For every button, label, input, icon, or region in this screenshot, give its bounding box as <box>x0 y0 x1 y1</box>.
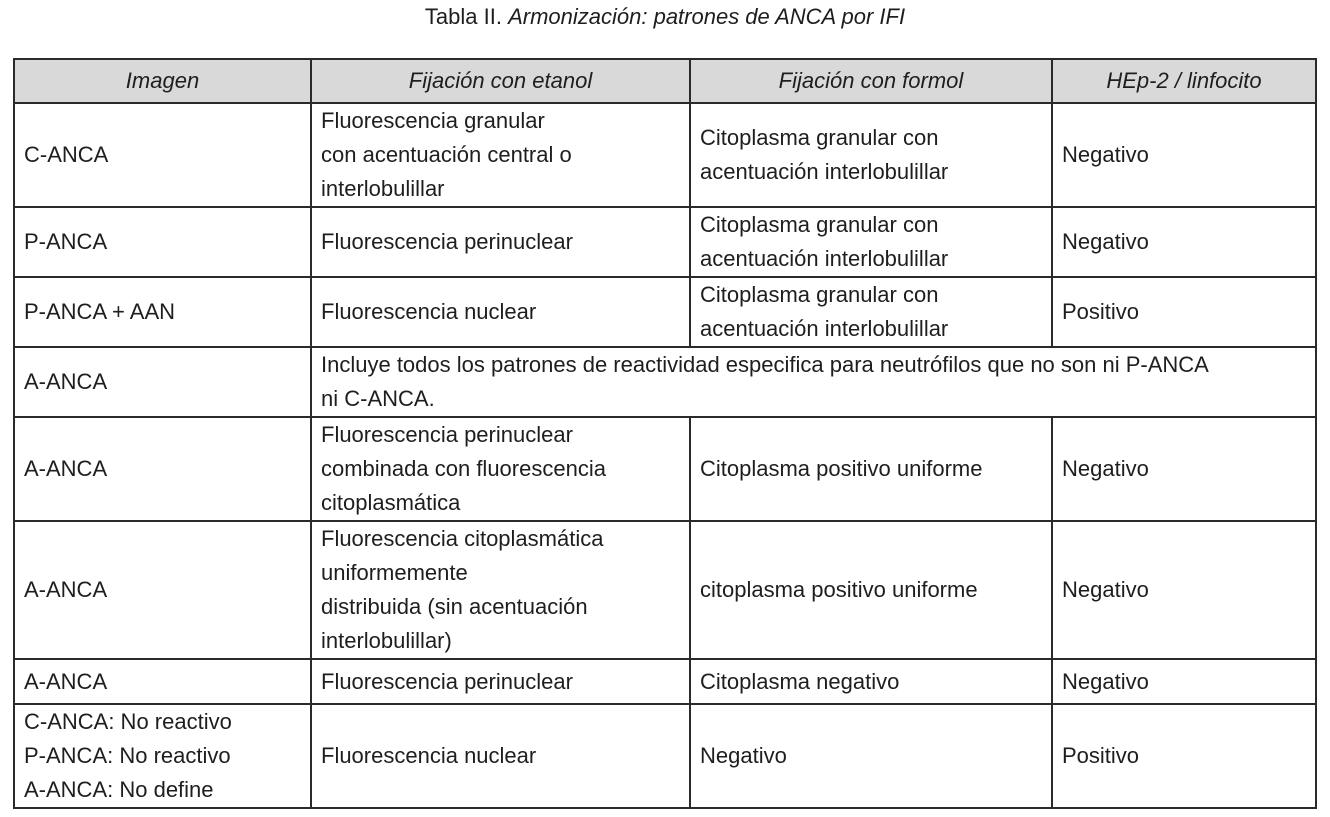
cell-formol <box>690 521 1052 659</box>
cell-etanol <box>311 277 690 347</box>
cell-formol <box>690 659 1052 704</box>
cell-line: P-ANCA + AAN <box>24 299 176 324</box>
cell-line: Fluorescencia granular <box>321 108 545 133</box>
cell-hep2: Negativo <box>1052 417 1316 521</box>
cell-line: uniformemente <box>321 560 468 585</box>
cell-line: Negativo <box>700 743 787 768</box>
cell-imagen <box>14 659 311 704</box>
cell-line: Citoplasma granular con <box>700 125 939 150</box>
cell-imagen <box>14 347 311 417</box>
table-row <box>14 103 1316 207</box>
cell-line: C-ANCA: No reactivo <box>24 709 232 734</box>
cell-line: con acentuación central o <box>321 142 572 167</box>
cell-line: P-ANCA <box>24 229 108 254</box>
table-row <box>14 521 1316 659</box>
cell-line: P-ANCA: No reactivo <box>24 743 231 768</box>
cell-line: Citoplasma granular con <box>700 212 939 237</box>
cell-etanol <box>311 521 690 659</box>
cell-hep2: Negativo <box>1052 521 1316 659</box>
cell-line: A-ANCA <box>24 668 108 694</box>
table-header-row <box>14 59 1316 103</box>
cell-imagen <box>14 103 311 207</box>
cell-imagen <box>14 417 311 521</box>
cell-line: C-ANCA <box>24 142 109 167</box>
cell-line: combinada con fluorescencia <box>321 456 606 481</box>
cell-line: Fluorescencia perinuclear <box>321 422 573 447</box>
cell-line: interlobulillar) <box>321 628 452 653</box>
table-row <box>14 659 1316 704</box>
cell-hep2: Positivo <box>1052 277 1316 347</box>
cell-line: distribuida (sin acentuación <box>321 594 588 619</box>
cell-formol <box>690 103 1052 207</box>
table-row <box>14 704 1316 808</box>
cell-formol <box>690 704 1052 808</box>
cell-line: citoplasmática <box>321 490 461 515</box>
cell-etanol <box>311 207 690 277</box>
cell-line: ni C-ANCA. <box>321 386 435 411</box>
cell-line: Citoplasma negativo <box>700 668 900 694</box>
cell-hep2: Negativo <box>1052 103 1316 207</box>
header-fijacion-formol: Fijación con formol <box>690 59 1052 103</box>
cell-merged-description <box>311 347 1316 417</box>
cell-etanol <box>311 659 690 704</box>
table-row <box>14 207 1316 277</box>
cell-line: acentuación interlobulillar <box>700 246 949 271</box>
cell-imagen <box>14 521 311 659</box>
cell-line: interlobulillar <box>321 176 445 201</box>
cell-formol <box>690 277 1052 347</box>
cell-line: A-ANCA <box>24 577 108 602</box>
table-row <box>14 347 1316 417</box>
cell-line: Citoplasma granular con <box>700 282 939 307</box>
header-hep2-linfocito: HEp-2 / linfocito <box>1052 59 1316 103</box>
cell-etanol <box>311 704 690 808</box>
cell-etanol <box>311 417 690 521</box>
cell-line: acentuación interlobulillar <box>700 316 949 341</box>
cell-line: Fluorescencia nuclear <box>321 743 537 768</box>
cell-hep2: Positivo <box>1052 704 1316 808</box>
header-fijacion-etanol: Fijación con etanol <box>311 59 690 103</box>
cell-etanol <box>311 103 690 207</box>
cell-line: citoplasma positivo uniforme <box>700 577 978 602</box>
table-row <box>14 417 1316 521</box>
cell-hep2: Negativo <box>1052 659 1316 704</box>
cell-line: A-ANCA <box>24 369 108 394</box>
cell-formol <box>690 207 1052 277</box>
caption-prefix: Tabla II. <box>424 4 502 29</box>
cell-line: Fluorescencia citoplasmática <box>321 526 604 551</box>
cell-line: Incluye todos los patrones de reactividad especifica para neutrófilos que no son ni P-ANCA <box>321 352 1209 377</box>
table-caption <box>0 3 1330 31</box>
cell-line: A-ANCA <box>24 456 108 481</box>
cell-imagen <box>14 277 311 347</box>
header-imagen: Imagen <box>14 59 311 103</box>
cell-line: Fluorescencia nuclear <box>321 299 537 324</box>
cell-formol <box>690 417 1052 521</box>
cell-line: Citoplasma positivo uniforme <box>700 456 983 481</box>
table-row <box>14 277 1316 347</box>
caption-title: Armonización: patrones de ANCA por IFI <box>508 4 906 29</box>
anca-patterns-table <box>13 58 1317 809</box>
cell-hep2: Negativo <box>1052 207 1316 277</box>
cell-imagen <box>14 207 311 277</box>
cell-line: acentuación interlobulillar <box>700 159 949 184</box>
cell-line: A-ANCA: No define <box>24 777 214 802</box>
cell-imagen <box>14 704 311 808</box>
cell-line: Fluorescencia perinuclear <box>321 668 573 694</box>
cell-line: Fluorescencia perinuclear <box>321 229 573 254</box>
